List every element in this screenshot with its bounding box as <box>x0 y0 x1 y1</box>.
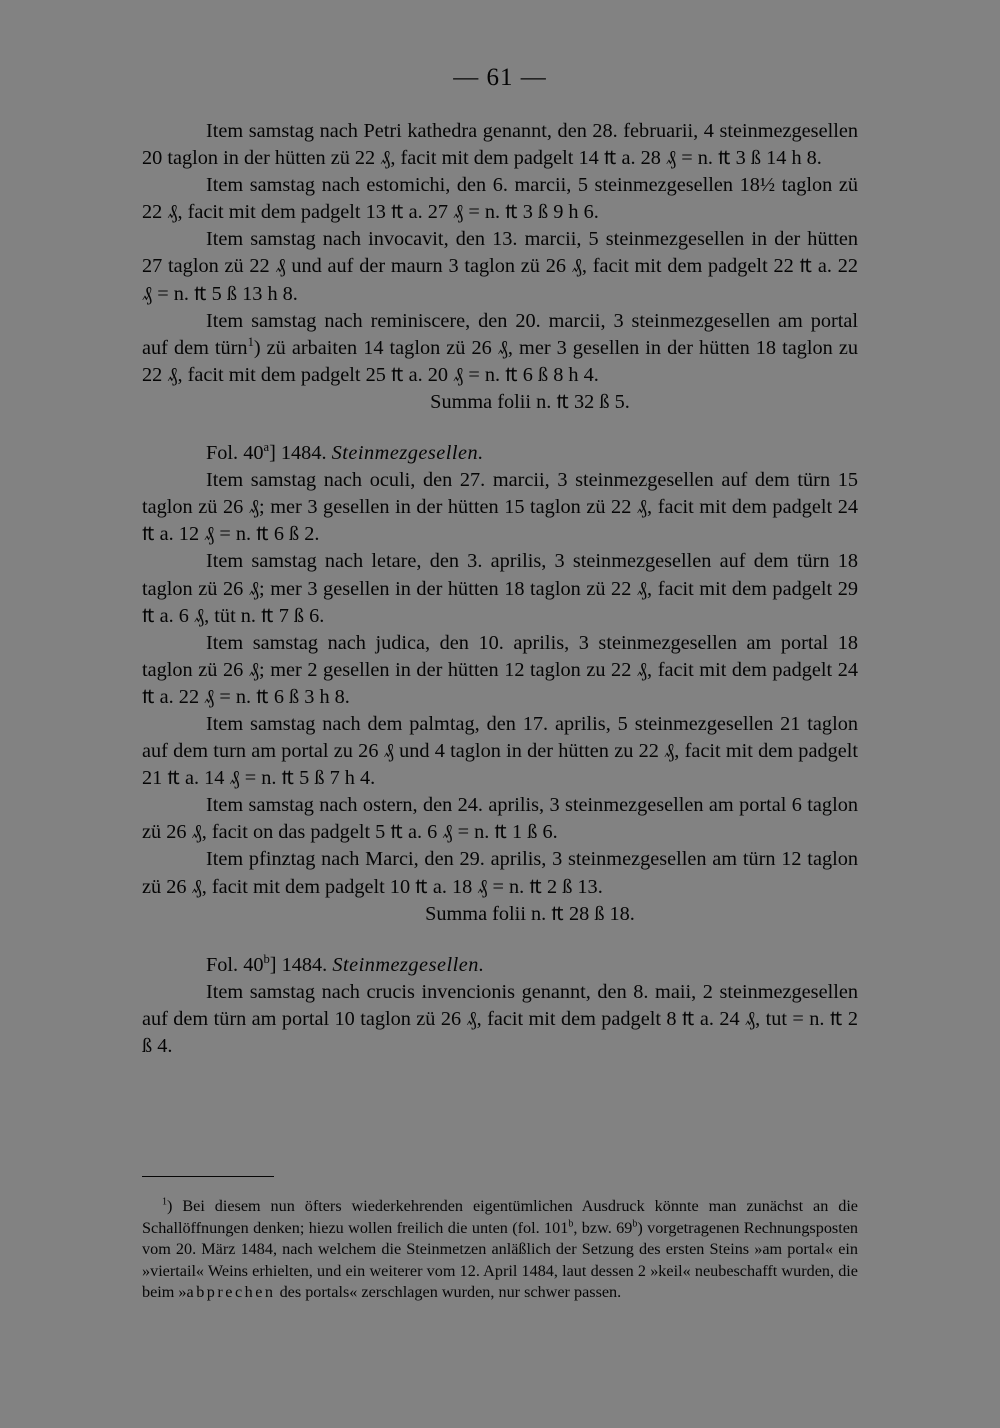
footnote-reference[interactable]: 1 <box>247 334 254 349</box>
folio-title: Steinmezgesellen. <box>332 953 485 976</box>
footnote <box>142 1196 858 1304</box>
entry-text: Item samstag nach reminiscere, den 20. marcii, 3 steinmezgesellen am portal auf dem türn <box>142 309 858 359</box>
folio-year: ] 1484. <box>269 953 328 976</box>
folio-sum: Summa folii n. ₶ 28 ß 18. <box>425 902 635 925</box>
entry-paragraph: Item samstag nach crucis invencionis genannt, den 8. maii, 2 steinmezgesellen auf dem türn am portal 10 taglon zü 26 ₰, facit mit dem padgelt 8 ₶ a. 24 ₰, tut = n. ₶ 2 ß 4. <box>142 980 858 1057</box>
page-number: — 61 — <box>453 64 547 91</box>
entry-paragraph <box>142 308 858 389</box>
footnote-text: , bzw. 69 <box>573 1218 633 1237</box>
entry-paragraph: Item samstag nach ostern, den 24. aprilis, 3 steinmezgesellen am portal 6 taglon zü 26 ₰, facit on das padgelt 5 ₶ a. 6 ₰ = n. ₶ 1 ß 6. <box>142 794 858 844</box>
entry-paragraph: Item samstag nach dem palmtag, den 17. aprilis, 5 steinmezgesellen 21 taglon auf dem turn am portal zu 26 ₰ und 4 taglon in der hütten zu 22 ₰, facit mit dem padgelt 21 ₶ a. 14 ₰ = n. ₶ 5 ß 7 h 4. <box>142 712 858 790</box>
spaced-quote: abprechen <box>186 1283 276 1302</box>
folio-heading <box>142 440 858 467</box>
footnote-text: ) Bei diesem nun öfters wiederkehrenden eigentümlichen Ausdruck könnte man zunächst an die Schallöffnungen denken; hiezu wollen freilich die unten (fol. 101 <box>142 1197 858 1237</box>
footnote-text: ) vorgetragenen Rechnungsposten vom 20. März 1484, nach welchem die Steinmetzen anläßlich der Setzung des ersten Steins »am portal« ein »viertail« Weins erhielten, und ein weiterer vom 12. April 1484, laut dessen 2 »keil« neubeschafft wurden, die beim » <box>142 1218 858 1302</box>
footnote-text: des portals« zerschlagen wurden, nur schwer passen. <box>275 1283 622 1302</box>
entry-paragraph: Item samstag nach estomichi, den 6. marcii, 5 steinmezgesellen 18½ taglon zü 22 ₰, facit mit dem padgelt 13 ₶ a. 27 ₰ = n. ₶ 3 ß 9 h 6. <box>142 174 858 224</box>
folio-label: Fol. 40 <box>206 442 264 465</box>
entry-text: ) zü arbaiten 14 taglon zü 26 ₰, mer 3 gesellen in der hütten 18 taglon zu 22 ₰, facit mit dem padgelt 25 ₶ a. 20 ₰ = n. ₶ 6 ß 8 h 4. <box>142 336 859 386</box>
folio-sum: Summa folii n. ₶ 32 ß 5. <box>430 390 630 413</box>
folio-side: b <box>632 1218 638 1230</box>
entry-paragraph: Item samstag nach Petri kathedra genannt, den 28. februarii, 4 steinmezgesellen 20 taglon in der hütten zü 22 ₰, facit mit dem padgelt 14 ₶ a. 28 ₰ = n. ₶ 3 ß 14 h 8. <box>142 120 858 170</box>
folio-title: Steinmezgesellen. <box>331 442 484 465</box>
folio-year: ] 1484. <box>269 442 327 465</box>
folio-side: b <box>263 951 270 966</box>
footnote-mark: 1 <box>162 1196 168 1208</box>
entry-paragraph: Item pfinztag nach Marci, den 29. aprilis, 3 steinmezgesellen am türn 12 taglon zü 26 ₰, facit mit dem padgelt 10 ₶ a. 18 ₰ = n. ₶ 2 ß 13. <box>142 848 858 898</box>
folio-heading <box>142 952 858 979</box>
entry-paragraph: Item samstag nach oculi, den 27. marcii, 3 steinmezgesellen auf dem türn 15 taglon zü 26 ₰; mer 3 gesellen in der hütten 15 taglon zü 22 ₰, facit mit dem padgelt 24 ₶ a. 12 ₰ = n. ₶ 6 ß 2. <box>142 469 858 546</box>
entry-paragraph: Item samstag nach invocavit, den 13. marcii, 5 steinmezgesellen in der hütten 27 taglon zü 22 ₰ und auf der maurn 3 taglon zü 26 ₰, facit mit dem padgelt 22 ₶ a. 22 ₰ = n. ₶ 5 ß 13 h 8. <box>142 228 858 305</box>
page-body <box>142 118 858 1060</box>
folio-side: b <box>568 1218 574 1230</box>
entry-paragraph: Item samstag nach judica, den 10. aprilis, 3 steinmezgesellen am portal 18 taglon zü 26 ₰; mer 2 gesellen in der hütten 12 taglon zu 22 ₰, facit mit dem padgelt 24 ₶ a. 22 ₰ = n. ₶ 6 ß 3 h 8. <box>142 631 858 708</box>
folio-label: Fol. 40 <box>206 953 264 976</box>
entry-paragraph: Item samstag nach letare, den 3. aprilis, 3 steinmezgesellen auf dem türn 18 taglon zü 26 ₰; mer 3 gesellen in der hütten 18 taglon zü 22 ₰, facit mit dem padgelt 29 ₶ a. 6 ₰, tüt n. ₶ 7 ß 6. <box>142 550 858 627</box>
folio-side: a <box>263 440 270 455</box>
footnote-divider <box>142 1176 274 1177</box>
